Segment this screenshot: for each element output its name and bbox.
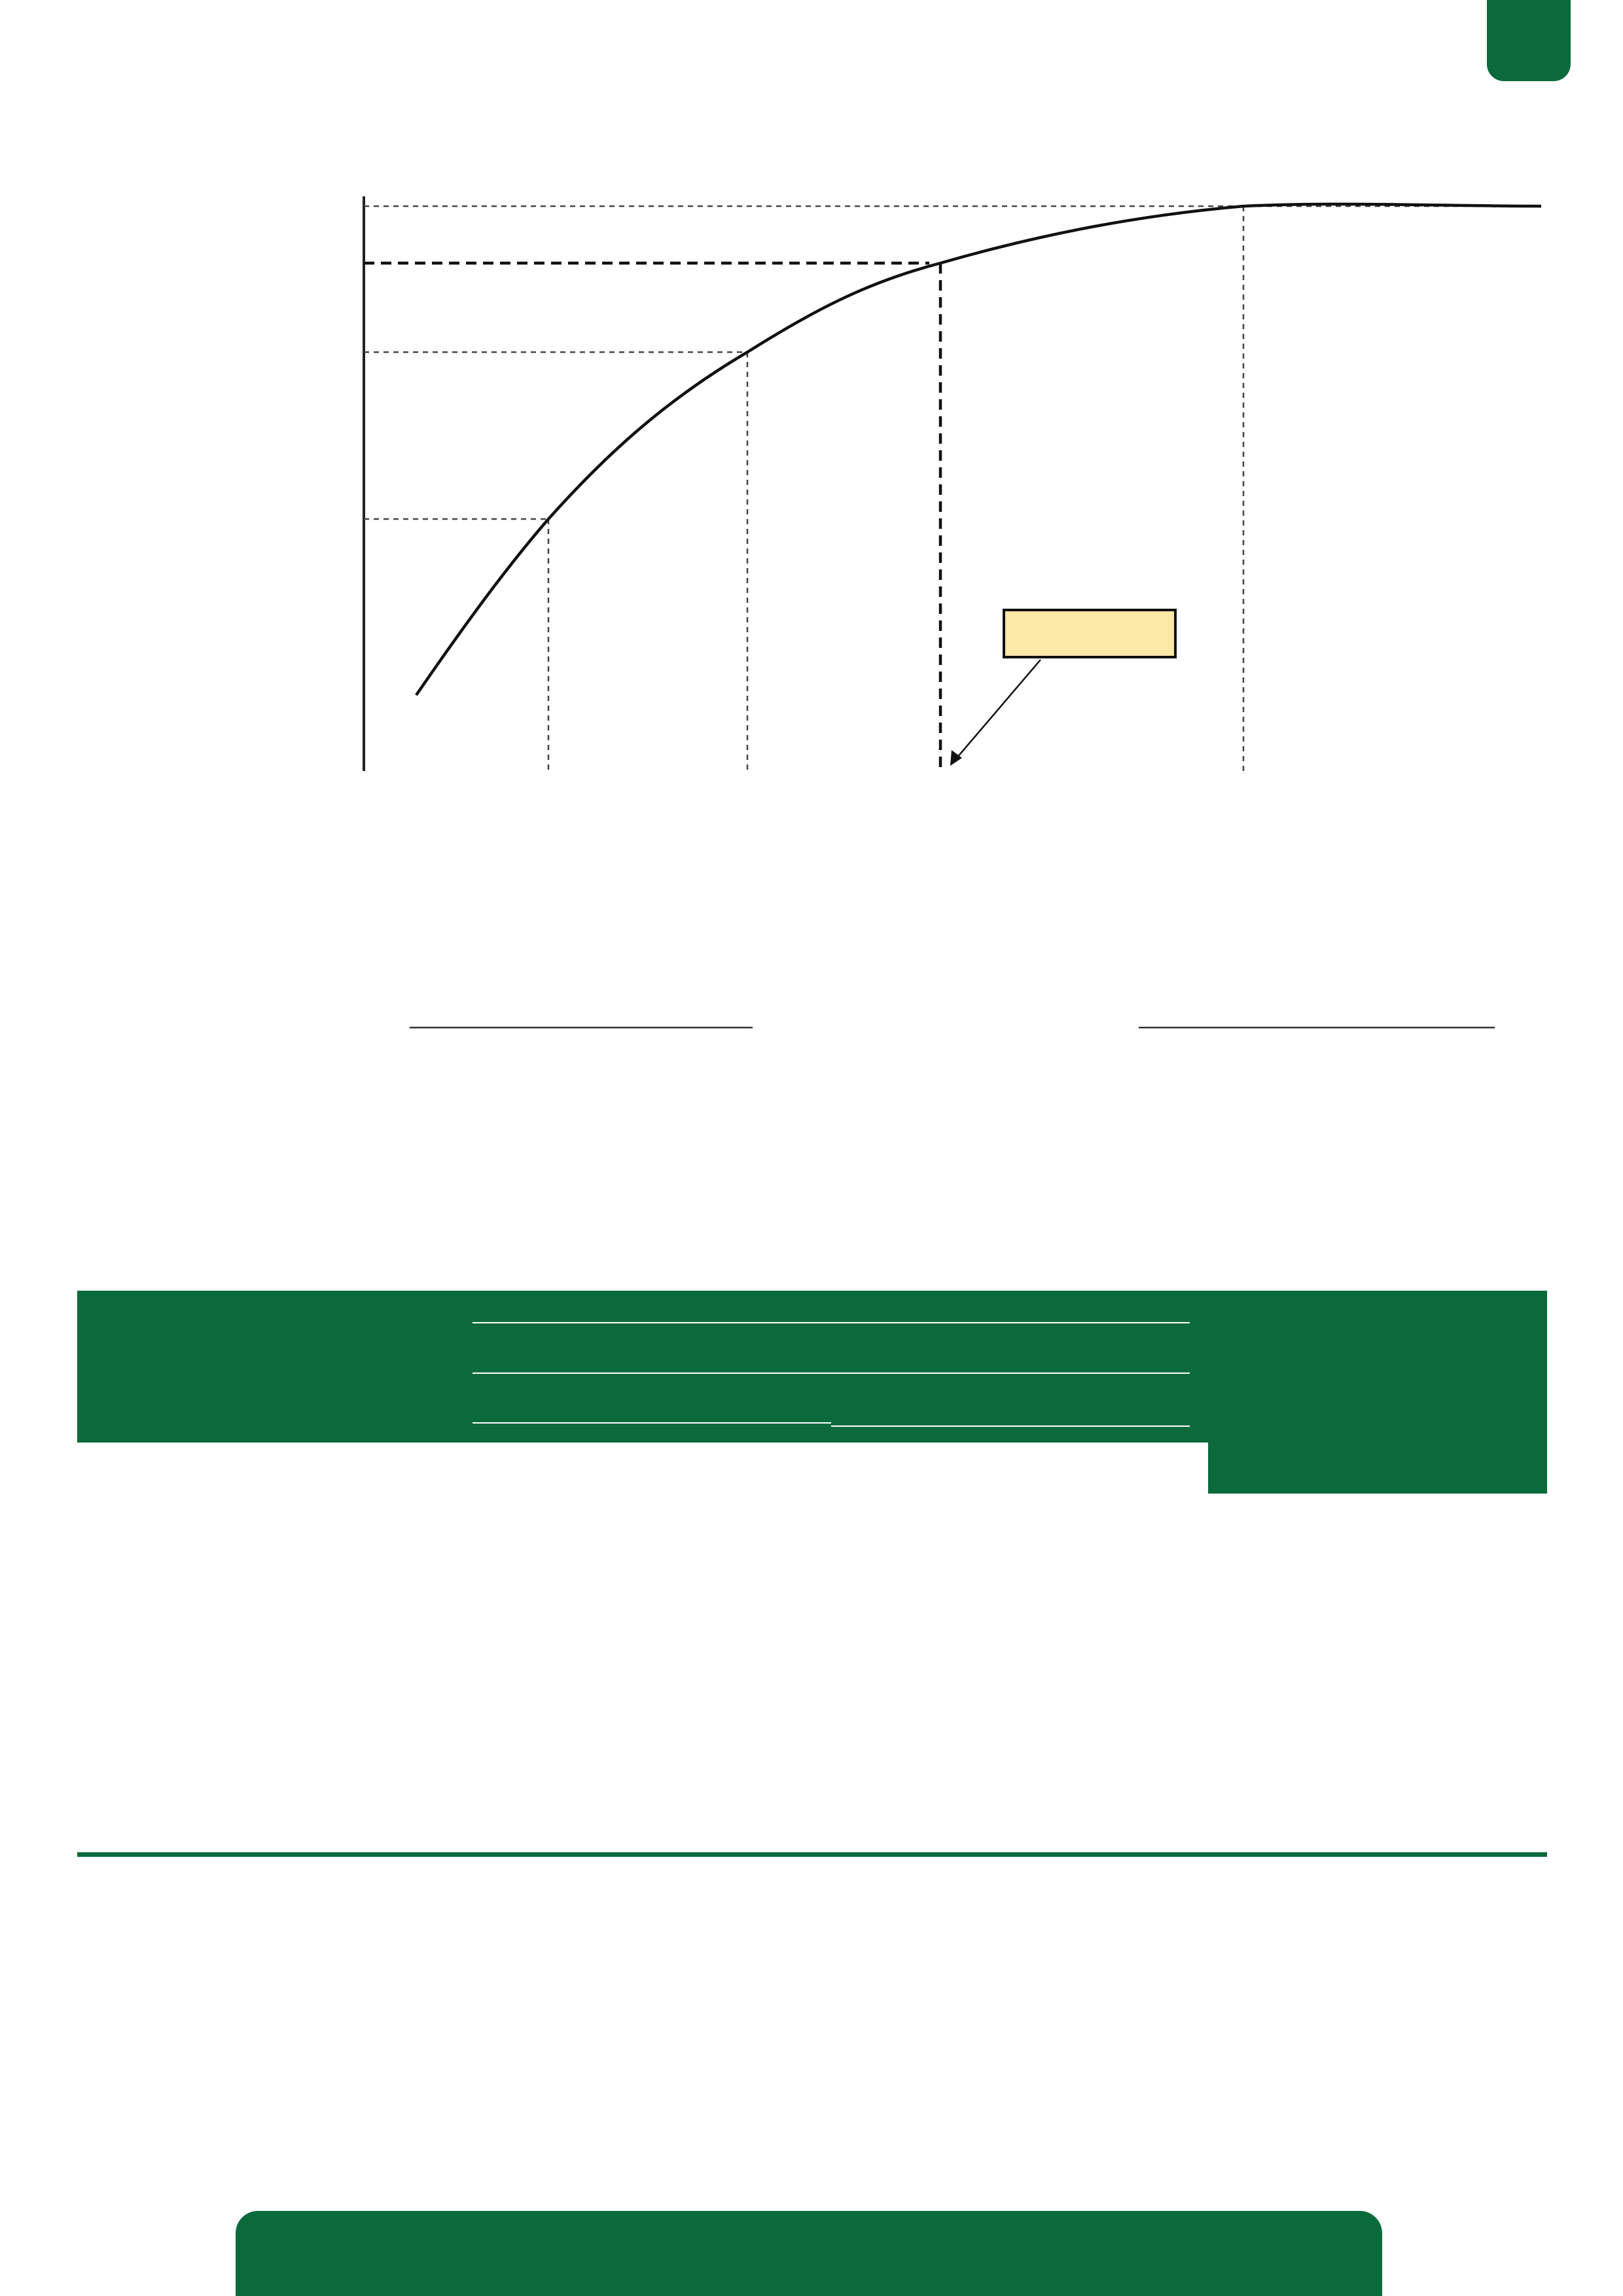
footer-bar [236, 2211, 1382, 2296]
guide-lines [364, 206, 1538, 771]
critical-level-callout [1004, 610, 1175, 657]
header-faixas [77, 1291, 454, 1443]
callout-arrow-head [950, 750, 962, 766]
header-teores [454, 1291, 1208, 1343]
table-1 [77, 1291, 1547, 1494]
critical-level-lines [364, 263, 940, 771]
response-curve [416, 204, 1541, 695]
table-bottom-rule [77, 1852, 1547, 1857]
header-profundidade [454, 1391, 831, 1443]
header-ctc-ge [831, 1343, 1208, 1391]
callout-arrow-line [957, 660, 1041, 758]
header-dose [1208, 1291, 1547, 1494]
header-ctc-lt [454, 1343, 831, 1391]
figure-7 [0, 0, 1623, 1080]
